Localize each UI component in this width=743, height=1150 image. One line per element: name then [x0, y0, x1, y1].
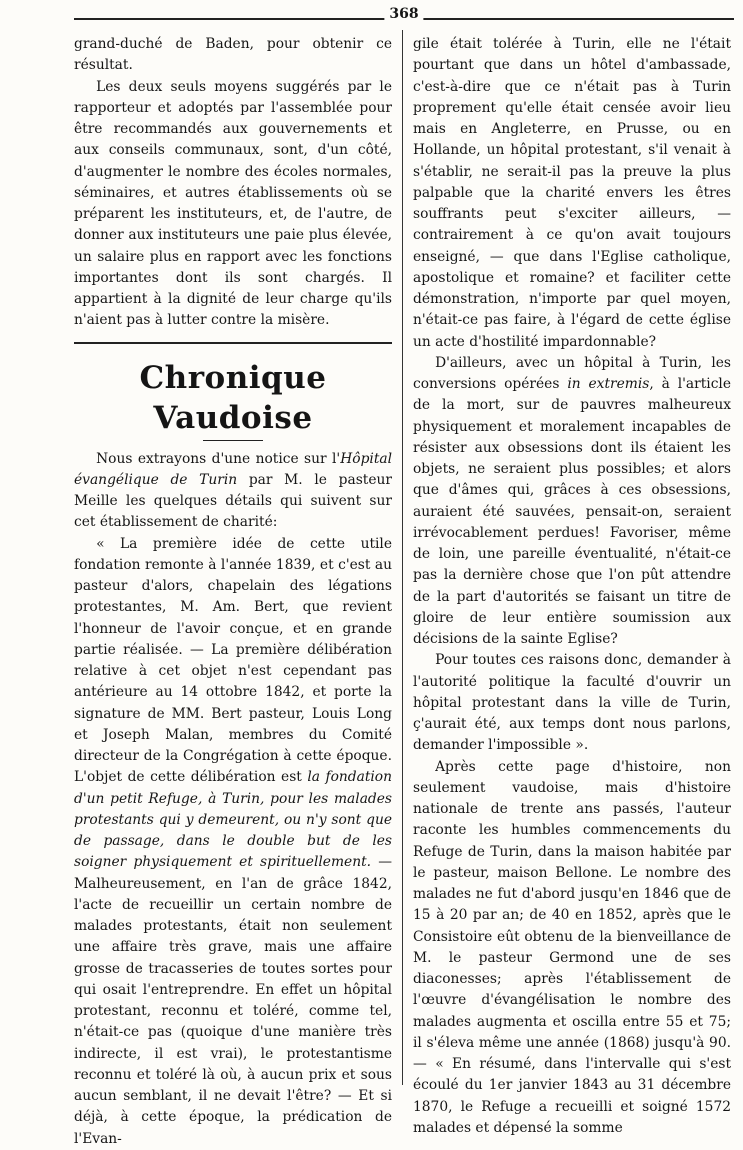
page-header — [74, 6, 734, 28]
column-divider — [402, 30, 403, 1085]
paragraph: Après cette page d'histoire, non seulement vaudoise, mais d'histoire nationale de trente ans passés, l'auteur raconte les humbles commencements du Refuge de Turin, dans la maison habitée par le pasteur, maison Bellone. Le nombre des malades ne fut d'abord jusqu'en 1846 que de 15 à 20 par an; de 40 en 1852, après que le Consistoire eût obtenu de la bienveillance de M. le pasteur Germond une de ses diaconesses; après l'établissement de l'œuvre d'évangélisation le nombre des malades augmenta et oscilla entre 55 et 75; il s'éleva même une année (1868) jusqu'à 90. — « En résumé, dans l'intervalle qui s'est écoulé du 1er janvier 1843 au 31 décembre 1870, le Refuge a recueilli et soigné 1572 malades et dépensé la somme — [413, 758, 731, 1136]
paragraph: « La première idée de cette utile fondation remonte à l'année 1839, et c'est au pasteur d'alors, chapelain des légations protestantes, M. Am. Bert, que revient l'honneur de l'avoir conçue, et en grande partie réalisée. — La première délibération relative à cet objet n'est cependant pas antérieure au 14 ottobre 1842, et porte la signature de MM. Bert pasteur, Louis Long et Joseph Malan, membres du Comité directeur de la Congrégation à cette époque. L'objet de cette délibération est la fondation d'un petit Refuge, à Turin, pour les malades protestants qui y demeurent, ou n'y sont que de passage, dans le double but de les soigner physiquement et spirituellement. — Malheureusement, en l'an de grâce 1842, l'acte de recueillir un certain nombre de malades protestants, était non seulement une affaire très grave, mais une affaire grosse de tracasseries de toutes sortes pour qui osait l'entreprendre. En effet un hôpital protestant, reconnu et toléré, comme tel, n'était-ce pas (quoique d'une manière très indirecte, il est vrai), le protestantisme reconnu et toléré là où, à aucun prix et sous aucun semblant, il ne devait l'être? — Et si déjà, à cette époque, la prédication de l'Evan- — [74, 535, 392, 1147]
left-column — [74, 34, 392, 1150]
right-column — [413, 34, 731, 1139]
paragraph: Les deux seuls moyens suggérés par le rapporteur et adoptés par l'assemblée pour être recommandés aux gouvernements et aux conseils communaux, sont, d'un côté, d'augmenter le nombre des écoles normales, séminaires, et autres établissements où se préparent les instituteurs, et, de l'autre, de donner aux instituteurs une paie plus élevée, un salaire plus en rapport avec les fonctions importantes dont ils sont chargés. Il appartient à la dignité de leur charge qu'ils n'aient pas à lutter contre la misère. — [74, 78, 392, 329]
paragraph: Nous extrayons d'une notice sur l'Hôpital évangélique de Turin par M. le pasteur Meille les quelques détails qui suivent sur cet établissement de charité: — [74, 450, 392, 531]
page-number: 368 — [384, 6, 423, 22]
section-divider — [74, 342, 392, 344]
paragraph: Pour toutes ces raisons donc, demander à l'autorité politique la faculté d'ouvrir un hôpital protestant dans la ville de Turin, ç'aurait été, aux temps dont nous parlons, demander l'impossible ». — [413, 652, 731, 754]
paragraph: gile était tolérée à Turin, elle ne l'était pourtant que dans un hôtel d'ambassade, c'est-à-dire que ce n'était pas à Turin proprement qu'elle était censée avoir lieu mais en Angleterre, en Prusse, ou en Hollande, un hôpital protestant, s'il venait à s'établir, ne serait-il pas la preuve la plus palpable que la charité envers les êtres souffrants peut s'exciter ailleurs, — contrairement à ce qu'on avait toujours enseigné, — que dans l'Eglise catholique, apostolique et romaine? et faciliter cette démonstration, n'importe par quel moyen, n'était-ce pas faire, à l'égard de cette église un acte d'hostilité impardonnable? — [413, 36, 731, 350]
section-title: Chronique Vaudoise — [139, 359, 327, 436]
paragraph: grand-duché de Baden, pour obtenir ce résultat. — [74, 36, 392, 74]
paragraph: D'ailleurs, avec un hôpital à Turin, les conversions opérées in extremis, à l'article de la mort, sur de pauvres malheureux physiquement et moralement incapables de résister aux obsessions dont ils étaient les objets, ne seraient plus possibles; et alors que d'âmes qui, grâces à ces obsessions, auraient été sauvées, pensait-on, seraient irrévocablement perdues! Favoriser, même de loin, une pareille éventualité, n'était-ce pas la dernière chose que l'on pût attendre de la part d'autorités se faisant un titre de gloire de leur entière soumission aux décisions de la sainte Eglise? — [413, 354, 732, 647]
title-underline — [203, 440, 263, 441]
